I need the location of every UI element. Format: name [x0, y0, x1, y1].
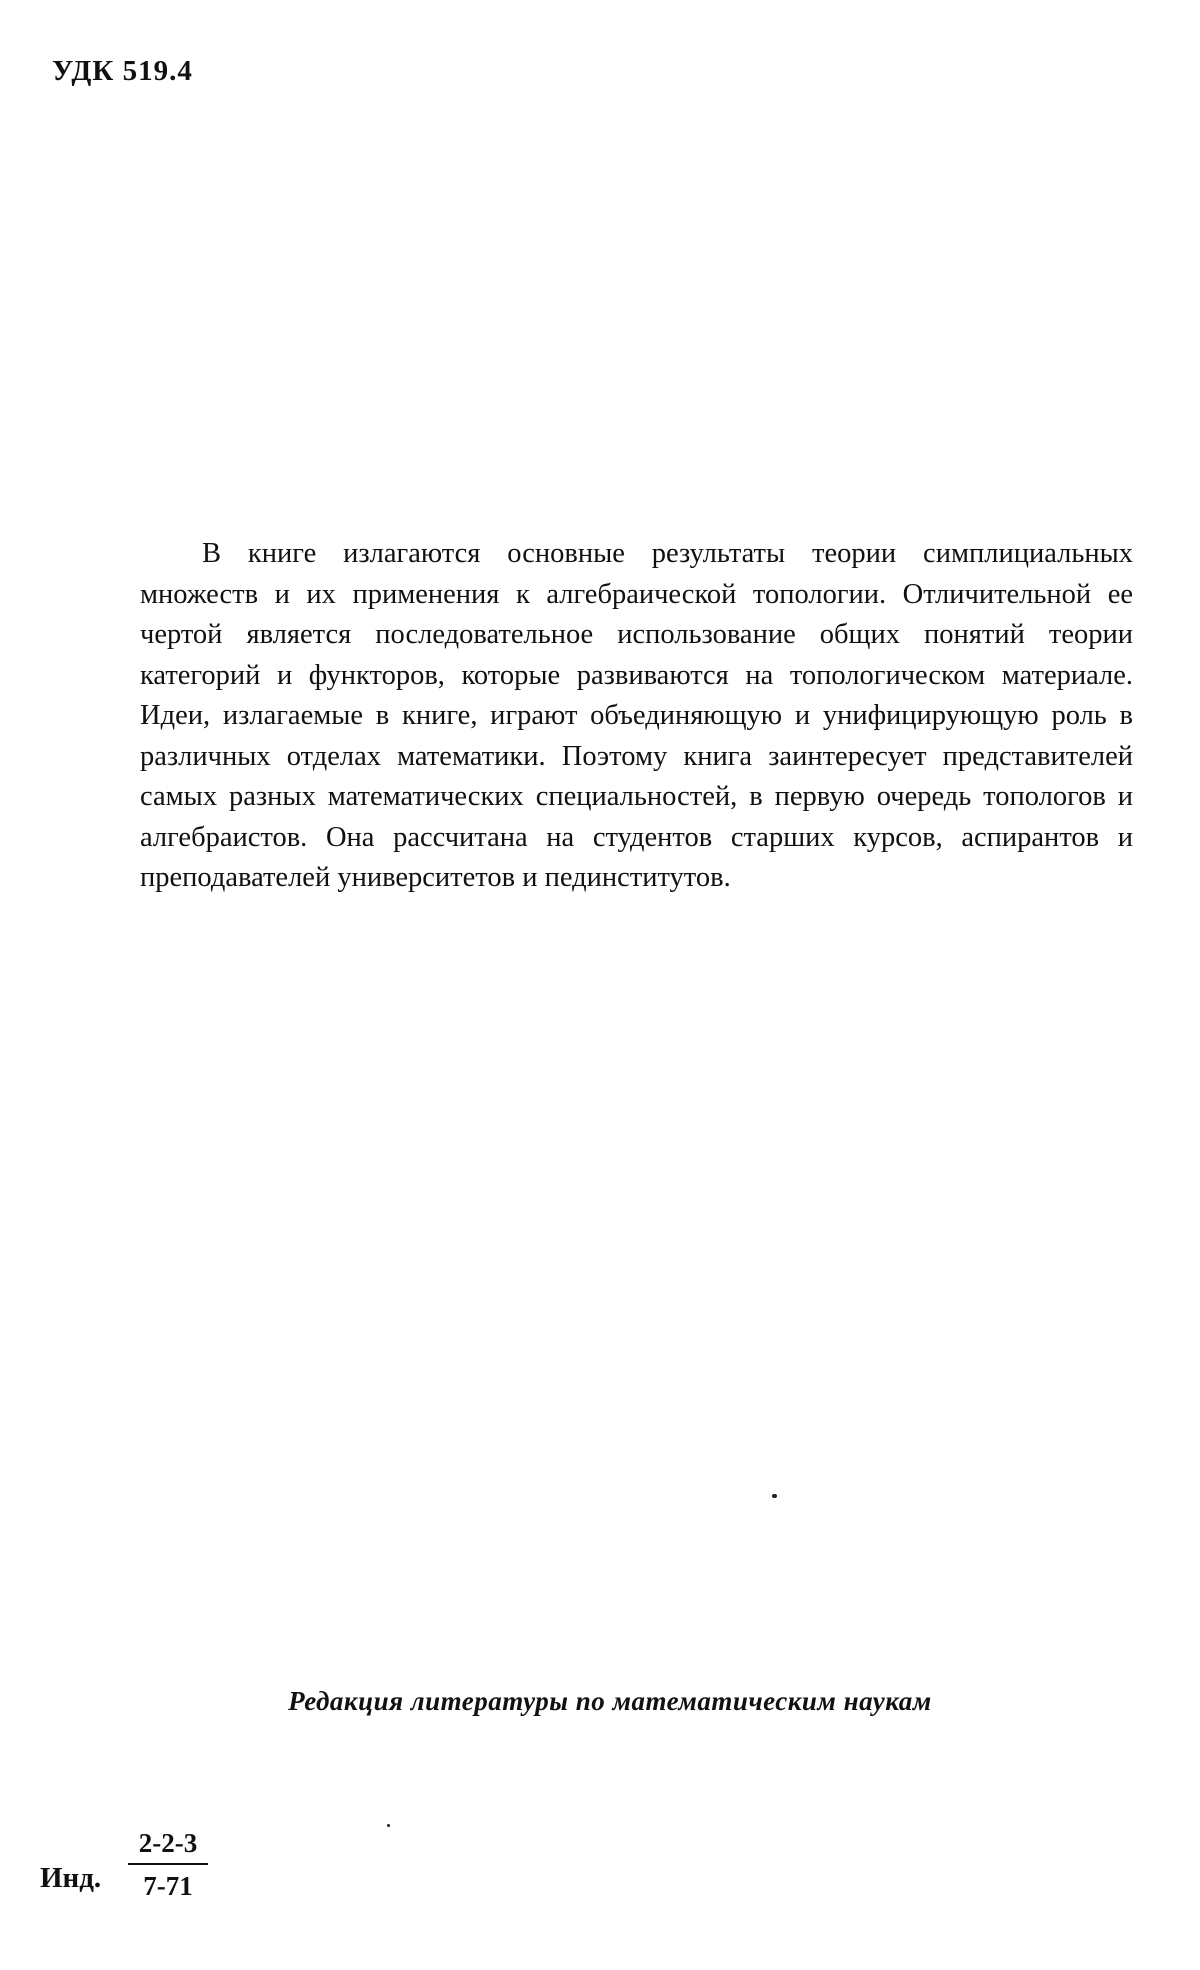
- udk-code: УДК 519.4: [52, 55, 193, 87]
- index-fraction: [128, 1828, 208, 1902]
- print-speck: [772, 1494, 777, 1498]
- index-numerator: 2-2-3: [128, 1828, 208, 1865]
- print-speck: [387, 1824, 390, 1827]
- index-block: [40, 1828, 240, 1928]
- index-label: Инд.: [40, 1862, 102, 1894]
- index-denominator: 7-71: [143, 1871, 193, 1901]
- book-abstract: В книге излагаются основные результаты теории симплициальных множеств и их применения к алгебраической топологии. Отличительной ее чертой является последовательное использование общих понятий теории категорий и функторов, которые развиваются на топологическом материале. Идеи, излагаемые в книге, играют объединяющую и унифицирующую роль в различных отделах математики. Поэтому книга заинтересует представителей самых разных математических специальностей, в первую очередь топологов и алгебраистов. Она рассчитана на студентов старших курсов, аспирантов и преподавателей университетов и пединститутов.: [140, 538, 1133, 893]
- editorial-office-line: Редакция литературы по математическим наукам: [288, 1686, 932, 1716]
